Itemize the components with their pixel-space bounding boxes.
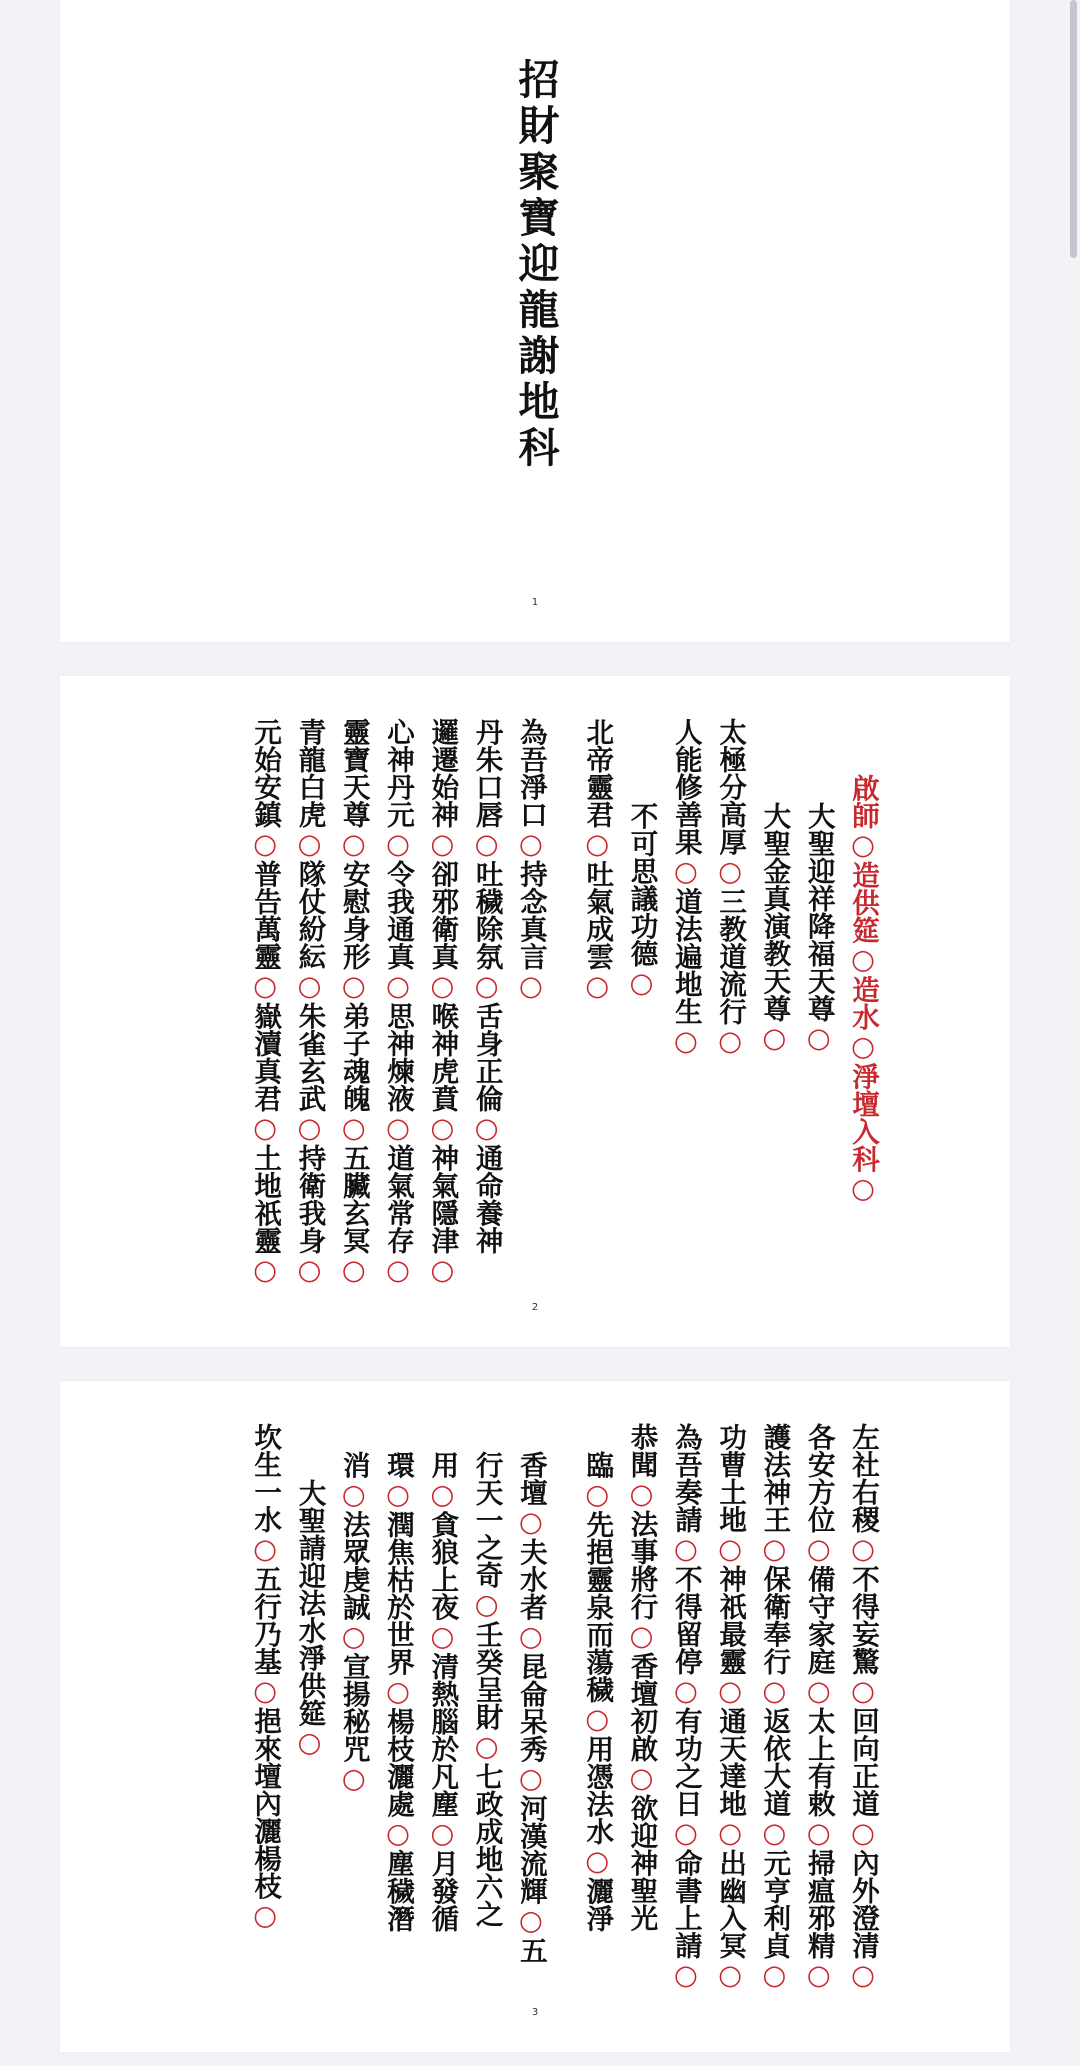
text-column: 為吾奏請○不得留停○有功之日○命書上請○ xyxy=(669,1423,702,1991)
text-column: 香壇○夫水者○昆侖呆秀○河漢流輝○五 xyxy=(514,1451,547,1964)
text-column: 坎生一水○五行乃基○挹來壇內灑楊枝○ xyxy=(249,1423,282,1932)
document-page-1 xyxy=(60,0,1010,642)
text-column: 護法神王○保衛奉行○返依大道○元亨利貞○ xyxy=(758,1423,791,1991)
text-column: 用○貪狼上夜○清熱腦於凡塵○月發循 xyxy=(426,1451,459,1932)
text-column: 消○法眾虔誠○宣揚秘咒○ xyxy=(337,1451,370,1795)
scrollbar-thumb[interactable] xyxy=(1070,0,1077,258)
scripture-text-page-3 xyxy=(60,1423,1010,2012)
text-column: 丹朱口唇○吐穢除氛○舌身正倫○通命養神 xyxy=(470,718,503,1254)
cover-title xyxy=(60,58,1010,472)
text-column: 大聖請迎法水淨供筵○ xyxy=(293,1479,326,1759)
scrollbar[interactable] xyxy=(1066,0,1080,2066)
text-column: 行天一之奇○壬癸呈財○七政成地六之 xyxy=(470,1451,503,1928)
cover-title-text: 招財聚寶迎龍謝地科 xyxy=(511,58,560,472)
document-page-3 xyxy=(60,1381,1010,2052)
scripture-text-page-2 xyxy=(60,718,1010,1307)
text-column: 心神丹元○令我通真○思神煉液○道氣常存○ xyxy=(382,718,415,1286)
text-column: 邏遷始神○卻邪衛真○喉神虎賁○神氣隱津○ xyxy=(426,718,459,1286)
document-page-2 xyxy=(60,676,1010,1347)
text-column: 為吾淨口○持念真言○ xyxy=(514,718,547,1002)
text-column: 臨○先挹靈泉而蕩穢○用憑法水○灑淨 xyxy=(581,1451,614,1932)
text-column: 元始安鎮○普告萬靈○嶽瀆真君○土地祇靈○ xyxy=(249,718,282,1286)
page-number: 2 xyxy=(531,1302,539,1313)
text-column: 功曹土地○神祇最靈○通天達地○出幽入冥○ xyxy=(714,1423,747,1991)
text-column: 恭聞○法事將行○香壇初啟○欲迎神聖光 xyxy=(625,1423,658,1932)
text-column: 不可思議功德○ xyxy=(625,802,658,999)
text-column: 左社右稷○不得妄驚○回向正道○內外澄清○ xyxy=(847,1423,879,1991)
text-column: 太極分高厚○三教道流行○ xyxy=(714,718,747,1057)
text-column: 青龍白虎○隊仗紛紜○朱雀玄武○持衛我身○ xyxy=(293,718,326,1286)
text-column: 靈寶天尊○安慰身形○弟子魂魄○五臟玄冥○ xyxy=(337,718,370,1286)
text-column: 大聖迎祥降福天尊○ xyxy=(802,802,835,1054)
page-number: 3 xyxy=(531,2007,539,2018)
text-column: 啟師○造供筵○造水○淨壇入科○ xyxy=(847,774,879,1205)
page-number: 1 xyxy=(531,597,539,608)
text-column: 人能修善果○道法遍地生○ xyxy=(669,718,702,1057)
text-column: 環○潤焦枯於世界○楊枝灑處○塵穢潛 xyxy=(382,1451,415,1932)
text-column: 各安方位○備守家庭○太上有敕○掃瘟邪精○ xyxy=(802,1423,835,1991)
text-column: 北帝靈君○吐氣成雲○ xyxy=(581,718,614,1002)
text-column: 大聖金真演教天尊○ xyxy=(758,802,791,1054)
